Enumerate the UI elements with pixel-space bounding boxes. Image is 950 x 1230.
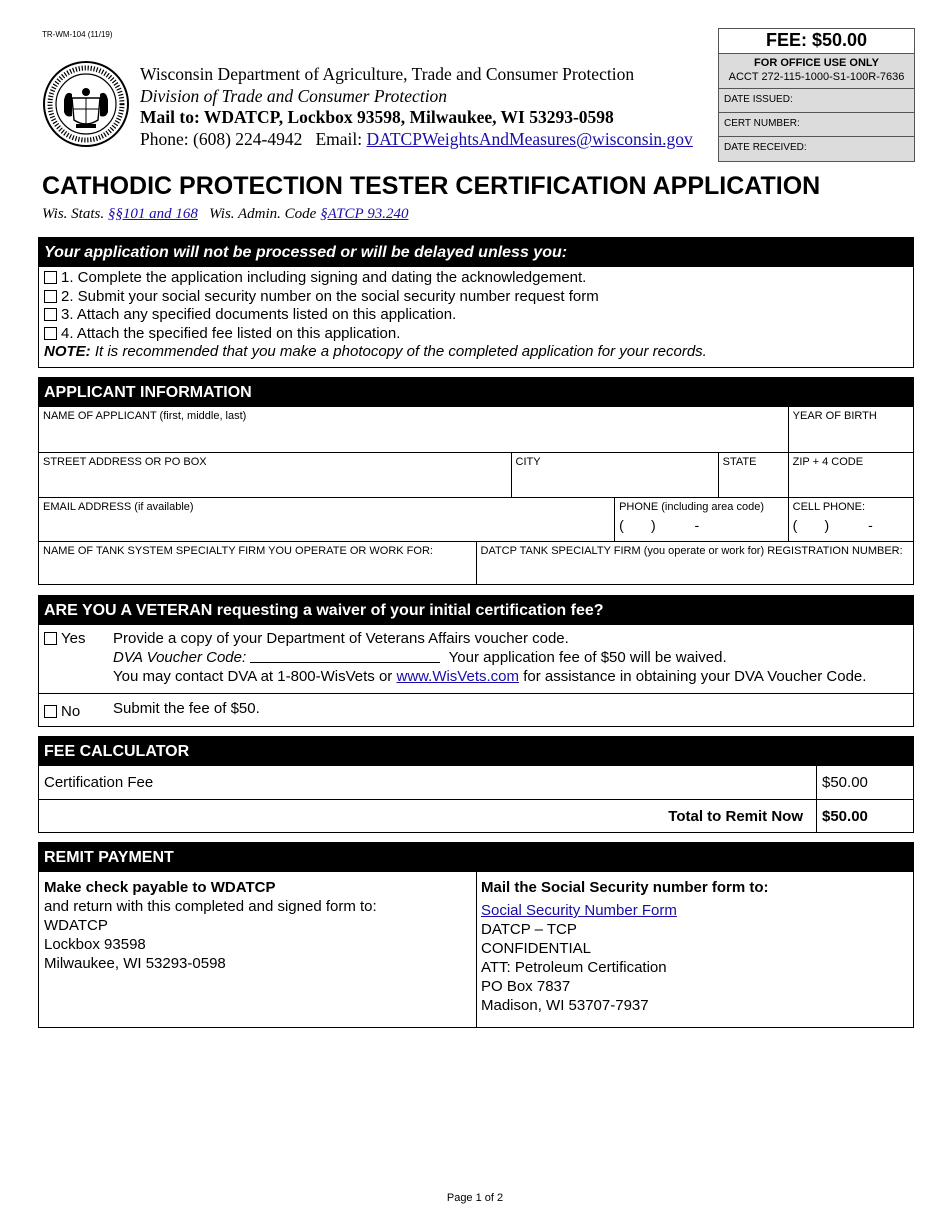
form-number: TR-WM-104 (11/19) <box>42 30 113 39</box>
account-number: ACCT 272-115-1000-S1-100R-7636 <box>728 71 905 83</box>
requirement-checkbox[interactable] <box>44 327 57 340</box>
admin-code-link[interactable]: §ATCP 93.240 <box>320 206 409 222</box>
voucher-code-input[interactable] <box>250 648 440 663</box>
dva-contact-text: You may contact DVA at 1-800-WisVets or <box>113 668 393 685</box>
applicant-name-label: NAME OF APPLICANT (first, middle, last) <box>43 410 247 422</box>
voucher-code-label: DVA Voucher Code: <box>113 649 247 666</box>
mail-to-address: Mail to: WDATCP, Lockbox 93598, Milwaukee, WI 53293-0598 <box>140 107 614 127</box>
date-received-field: DATE RECEIVED: <box>719 137 914 161</box>
state-label: STATE <box>722 455 757 468</box>
veteran-no-label: No <box>61 703 81 720</box>
certification-fee-label: Certification Fee <box>44 774 154 791</box>
remit-address-line: Milwaukee, WI 53293-0598 <box>44 955 226 972</box>
veteran-no-checkbox[interactable] <box>44 705 57 718</box>
phone-format: ( ) - <box>619 516 700 533</box>
office-use-label: FOR OFFICE USE ONLY <box>754 57 879 69</box>
firm-name-label: NAME OF TANK SYSTEM SPECIALTY FIRM YOU OPERATE OR WORK FOR: <box>43 545 433 557</box>
requirements-header: Your application will not be processed or will be delayed unless you: <box>39 238 913 267</box>
requirement-text: 2. Submit your social security number on the social security number request form <box>61 287 599 305</box>
applicant-header: APPLICANT INFORMATION <box>39 378 913 407</box>
fee-calculator-header: FEE CALCULATOR <box>39 737 913 766</box>
firm-registration-label: DATCP TANK SPECIALTY FIRM (you operate or work for) REGISTRATION NUMBER: <box>480 545 903 557</box>
wisvets-link[interactable]: www.WisVets.com <box>396 668 520 685</box>
veteran-no-row <box>39 694 913 726</box>
requirement-text: 4. Attach the specified fee listed on this application. <box>61 324 401 342</box>
requirement-item <box>44 306 908 325</box>
city-field[interactable] <box>511 452 718 497</box>
firm-grid <box>39 541 913 584</box>
phone-field[interactable] <box>615 497 789 541</box>
veteran-section <box>38 595 914 727</box>
fee-office-box <box>718 28 915 162</box>
firm-name-field[interactable] <box>39 542 476 584</box>
ssn-address-line: Madison, WI 53707-7937 <box>481 997 649 1014</box>
return-instruction: and return with this completed and signed form to: <box>44 898 377 915</box>
total-remit-row <box>39 799 913 833</box>
requirement-checkbox[interactable] <box>44 271 57 284</box>
applicant-grid <box>39 407 913 541</box>
dva-contact-text-2: for assistance in obtaining your DVA Voucher Code. <box>523 668 867 685</box>
year-of-birth-field[interactable] <box>788 407 913 452</box>
fee-calculator-section <box>38 736 914 833</box>
agency-email-label: Email: <box>315 128 363 149</box>
ssn-address-line: CONFIDENTIAL <box>481 940 592 957</box>
zip-field[interactable] <box>788 452 913 497</box>
requirements-section <box>38 237 914 368</box>
veteran-yes-label: Yes <box>61 630 86 647</box>
total-remit-label: Total to Remit Now <box>668 808 803 825</box>
admin-code-label: Wis. Admin. Code <box>209 206 317 222</box>
contact-line <box>140 129 693 151</box>
city-label: CITY <box>515 455 541 468</box>
note-text: It is recommended that you make a photocopy of the completed application for your records. <box>94 343 707 361</box>
stats-link[interactable]: §§101 and 168 <box>107 206 198 222</box>
ssn-address-line: ATT: Petroleum Certification <box>481 959 667 976</box>
check-payable-title: Make check payable to WDATCP <box>44 879 276 896</box>
phone-label: PHONE (including area code) <box>619 500 764 513</box>
certification-fee-amount: $50.00 <box>816 766 913 799</box>
stats-label: Wis. Stats. <box>42 206 105 222</box>
cell-phone-format: ( ) - <box>792 516 873 533</box>
agency-division: Division of Trade and Consumer Protection <box>140 85 448 106</box>
remit-address-line: Lockbox 93598 <box>44 936 146 953</box>
submit-fee-text: Submit the fee of $50. <box>113 700 260 717</box>
remit-payment-section <box>38 842 914 1028</box>
state-field[interactable] <box>718 452 788 497</box>
ssn-mailing-instructions <box>481 878 769 1015</box>
certification-fee-row <box>39 766 913 799</box>
agency-name: Wisconsin Department of Agriculture, Trade and Consumer Protection <box>140 64 635 84</box>
dva-contact-line <box>113 667 866 686</box>
veteran-yes-row <box>39 625 913 694</box>
wisconsin-seal-logo <box>42 60 130 148</box>
records-note <box>44 343 908 362</box>
requirement-item <box>44 288 908 307</box>
street-field[interactable] <box>39 452 511 497</box>
veteran-header: ARE YOU A VETERAN requesting a waiver of your initial certification fee? <box>39 596 913 625</box>
fee-amount: FEE: $50.00 <box>719 29 914 54</box>
statute-references <box>42 206 408 223</box>
email-label: EMAIL ADDRESS (if available) <box>43 500 194 513</box>
agency-header <box>140 64 693 150</box>
check-payment-instructions <box>44 878 377 973</box>
street-label: STREET ADDRESS OR PO BOX <box>43 455 207 468</box>
fee-waived-text: Your application fee of $50 will be waived. <box>448 649 727 666</box>
requirement-checkbox[interactable] <box>44 290 57 303</box>
email-field[interactable] <box>39 497 615 541</box>
ssn-address-line: DATCP – TCP <box>481 921 577 938</box>
agency-phone: Phone: (608) 224-4942 <box>140 128 303 149</box>
page-number: Page 1 of 2 <box>446 1192 504 1204</box>
note-label: NOTE: <box>44 343 91 361</box>
voucher-instruction: Provide a copy of your Department of Veterans Affairs voucher code. <box>113 630 569 647</box>
requirement-text: 1. Complete the application including signing and dating the acknowledgement. <box>61 269 587 286</box>
year-of-birth-label: YEAR OF BIRTH <box>792 410 877 422</box>
remit-payment-header: REMIT PAYMENT <box>39 843 913 872</box>
ssn-address-line: PO Box 7837 <box>481 978 571 995</box>
office-use-block <box>719 54 914 89</box>
requirement-item <box>44 269 908 288</box>
ssn-form-link[interactable]: Social Security Number Form <box>481 902 677 919</box>
veteran-yes-checkbox[interactable] <box>44 632 57 645</box>
agency-email-link[interactable]: DATCPWeightsAndMeasures@wisconsin.gov <box>366 128 693 149</box>
requirement-item <box>44 325 908 344</box>
voucher-code-line <box>113 648 866 667</box>
remit-divider <box>476 872 477 1027</box>
cell-phone-label: CELL PHONE: <box>792 500 865 513</box>
date-issued-field: DATE ISSUED: <box>719 89 914 113</box>
remit-address-line: WDATCP <box>44 917 108 934</box>
firm-registration-field[interactable] <box>476 542 913 584</box>
page-title: CATHODIC PROTECTION TESTER CERTIFICATION APPLICATION <box>42 172 821 200</box>
zip-label: ZIP + 4 CODE <box>792 455 864 468</box>
total-remit-amount: $50.00 <box>816 800 913 833</box>
cell-phone-field[interactable] <box>788 497 913 541</box>
requirement-checkbox[interactable] <box>44 308 57 321</box>
applicant-section <box>38 377 914 585</box>
requirement-text: 3. Attach any specified documents listed on this application. <box>61 306 457 324</box>
cert-number-field: CERT NUMBER: <box>719 113 914 137</box>
ssn-mail-title: Mail the Social Security number form to: <box>481 879 769 896</box>
applicant-name-field[interactable] <box>39 407 788 452</box>
